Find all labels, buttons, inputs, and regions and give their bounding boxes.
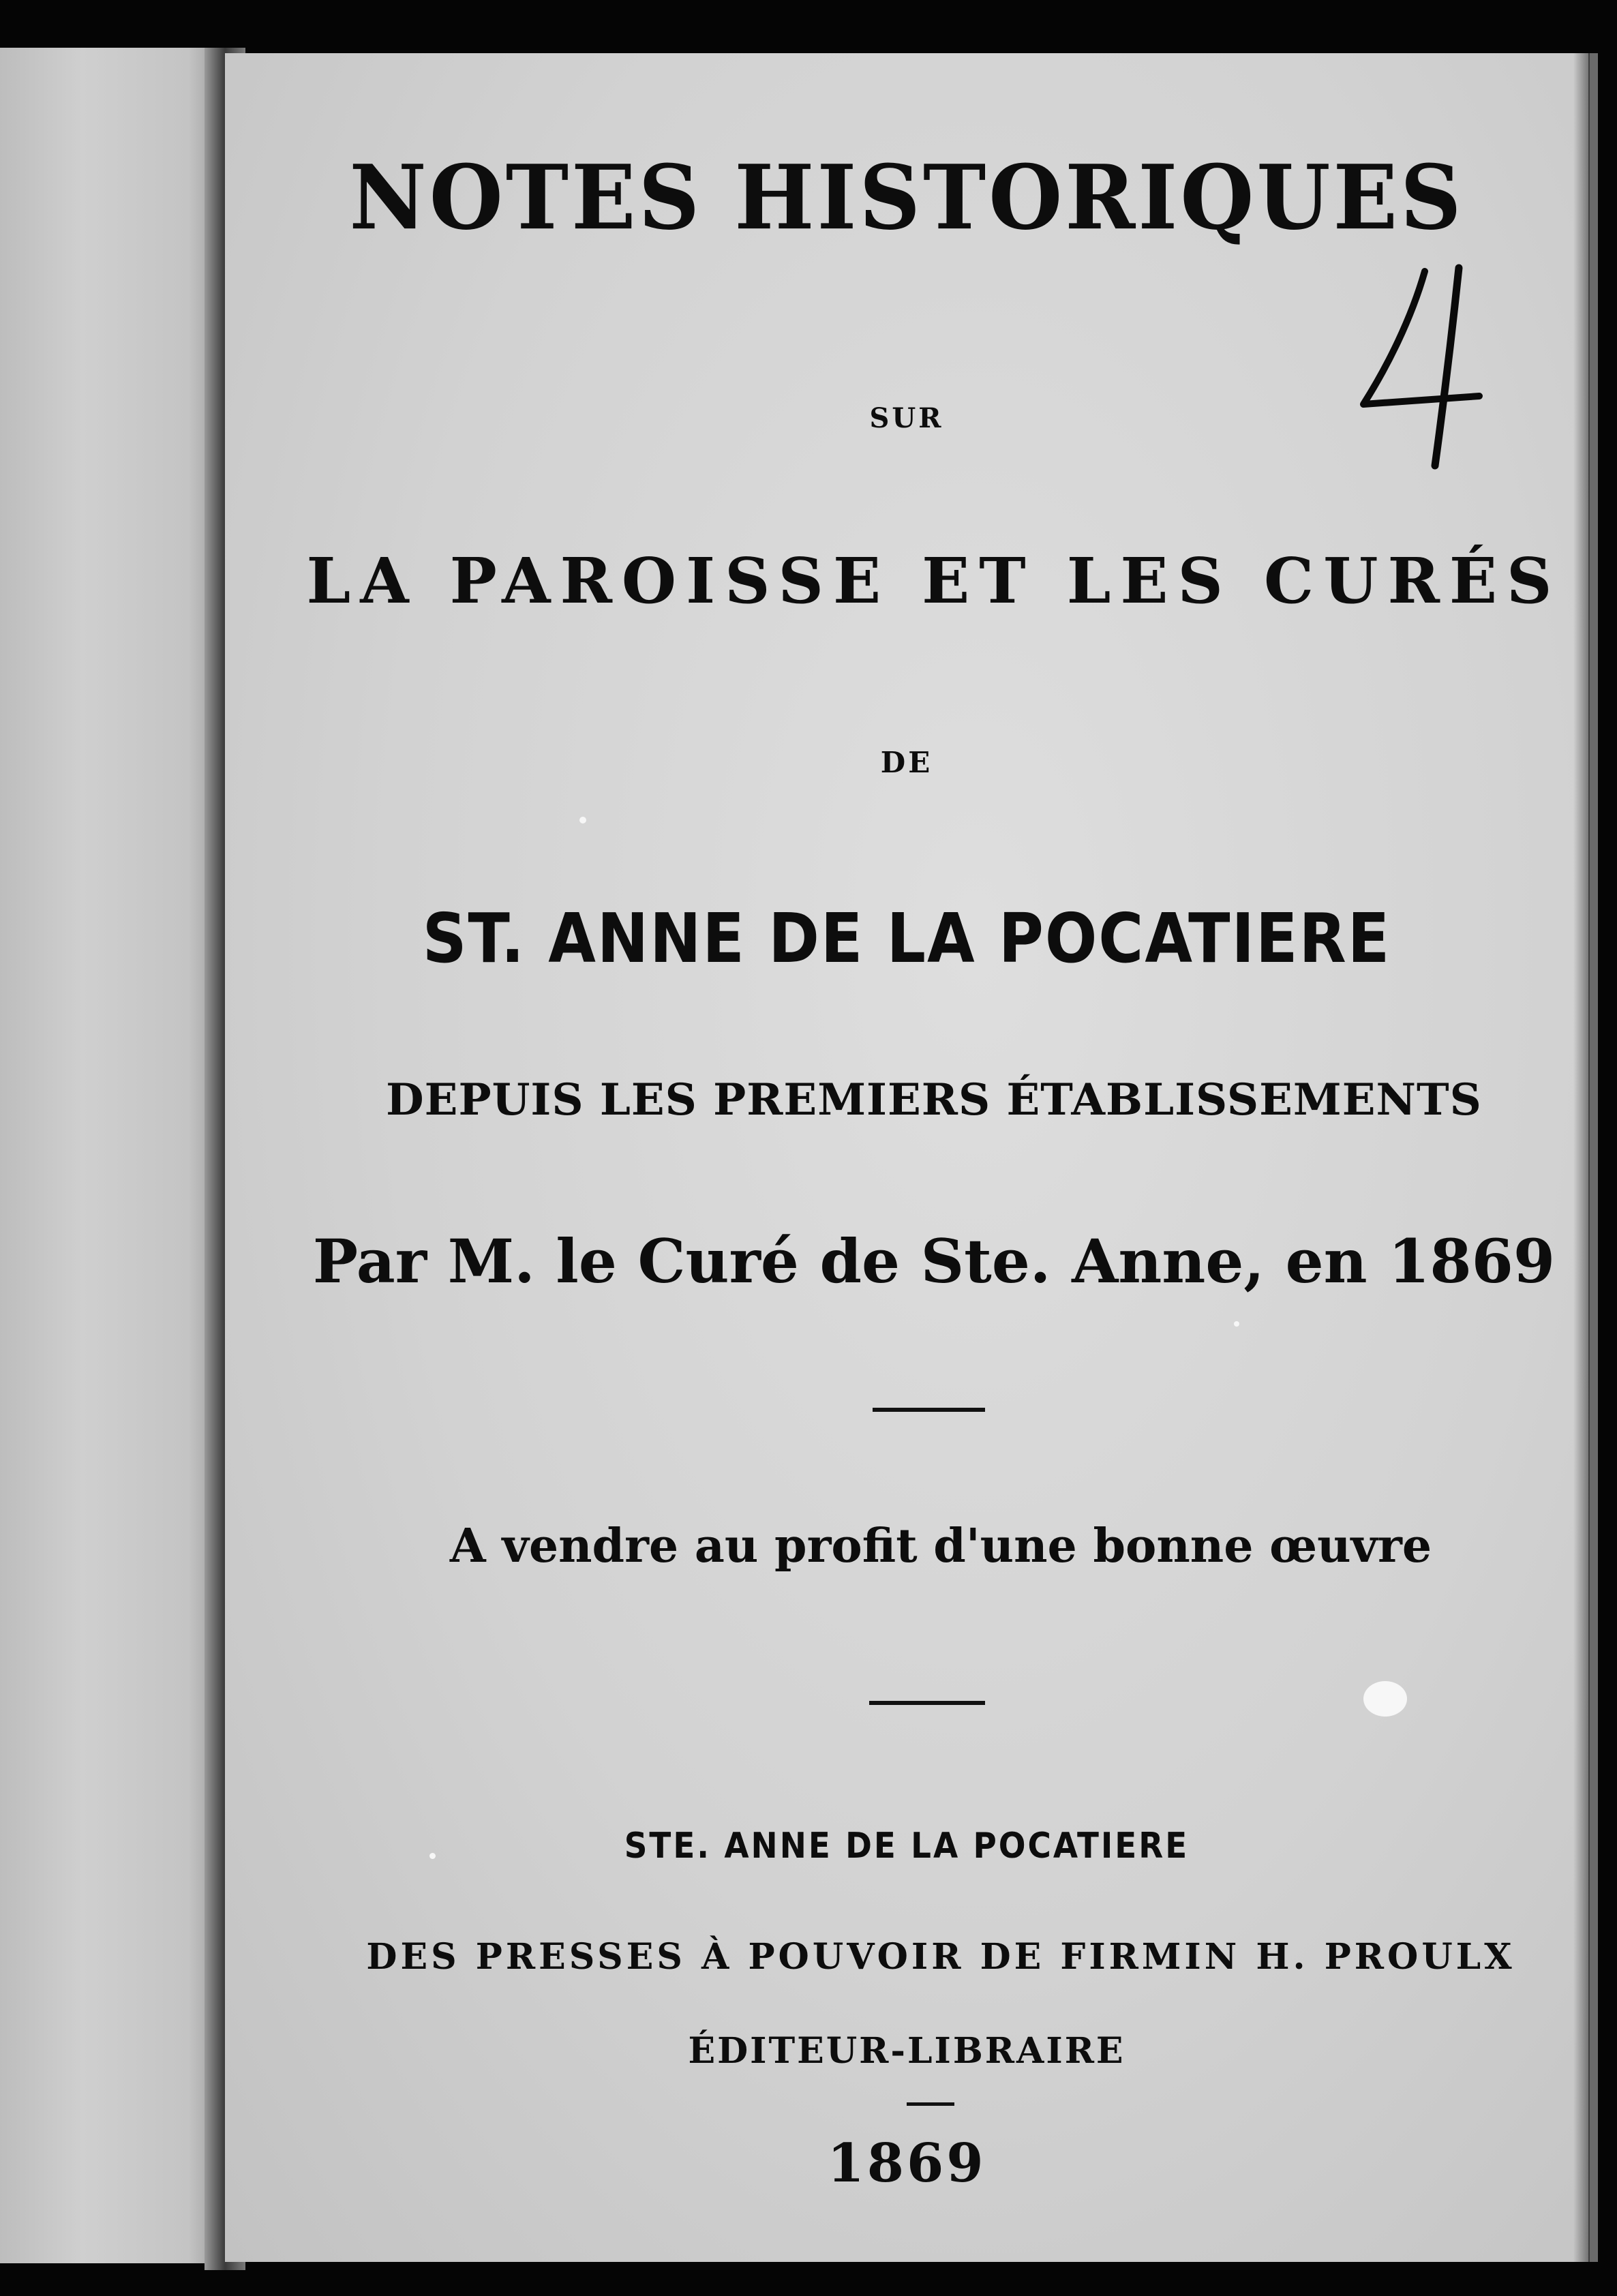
handwritten-annotation [1323,258,1486,483]
paper-speck [1234,1321,1239,1327]
sur-line: SUR [869,402,944,434]
title-page [225,53,1598,2262]
place-name: ST. ANNE DE LA POCATIERE [422,898,1391,978]
imprint-place: STE. ANNE DE LA POCATIERE [624,1826,1190,1867]
sale-note: A vendre au profit d'une bonne œuvre [449,1519,1432,1573]
depuis-line: DEPUIS LES PREMIERS ÉTABLISSEMENTS [386,1074,1482,1126]
publication-year: 1869 [827,2132,986,2194]
divider-rule [869,1701,985,1705]
divider-rule [907,2102,954,2106]
paper-speck [429,1853,436,1859]
imprint-role: ÉDITEUR-LIBRAIRE [688,2030,1125,2072]
author-line: Par M. le Curé de Ste. Anne, en 1869 [312,1226,1556,1297]
divider-rule [873,1408,985,1412]
main-title: NOTES HISTORIQUES [349,146,1464,250]
paper-speck [1363,1681,1407,1717]
facing-page-edge [0,48,235,2263]
de-line: DE [880,746,933,779]
imprint-press: DES PRESSES À POUVOIR DE FIRMIN H. PROULX [366,1936,1515,1978]
paper-speck [579,817,586,824]
subtitle: LA PAROISSE ET LES CURÉS [306,544,1562,618]
